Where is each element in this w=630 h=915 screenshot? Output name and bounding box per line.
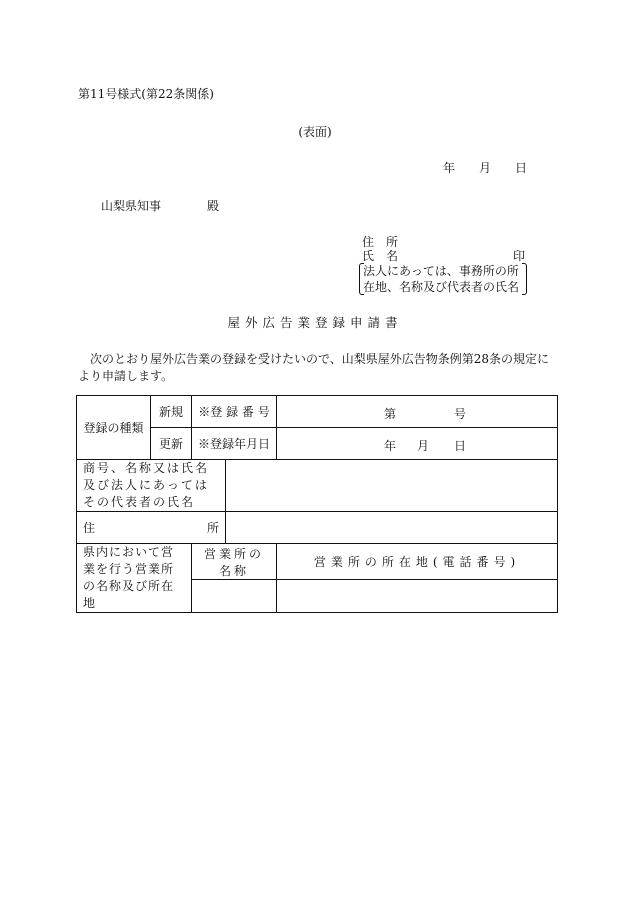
corporate-note-line1: 法人にあっては、事務所の所 [363,264,519,278]
renew-label: 更新 [151,428,192,460]
applicant-name-label: 氏 名 [362,249,399,263]
office-label: 県内において営業を行う営業所の名称及び所在地 [77,544,192,613]
number-go: 号 [454,406,467,421]
application-table [76,395,558,613]
number-dai: 第 [384,406,397,421]
side-label: (表面) [298,125,332,139]
address-label-right: 所 [206,521,219,535]
trade-name-field[interactable] [226,460,558,512]
address-label [77,512,226,544]
registration-date-label: ※登録年月日 [192,428,277,460]
corporate-note-line2: 在地、名称及び代表者の氏名 [363,280,520,294]
addressee-honorific: 殿 [207,199,220,213]
office-name-header: 営業所の名称 [192,544,277,580]
addressee-name: 山梨県知事 [101,199,162,213]
document-title: 屋外広告業登録申請書 [227,315,403,330]
corporate-note [359,263,527,295]
reg-date-month: 月 [417,438,430,453]
office-location-field[interactable] [277,580,558,613]
applicant-address-label: 住 所 [362,235,399,249]
registration-date-field[interactable] [277,428,558,460]
reg-date-year: 年 [384,438,397,453]
office-location-header: 営業所の所在地(電話番号) [277,544,558,580]
registration-number-label: ※登 録 番 号 [192,396,277,428]
address-field[interactable] [226,512,558,544]
new-label: 新規 [151,396,192,428]
form-number: 第11号様式(第22条関係) [78,87,214,101]
date-month-label: 月 [479,161,492,175]
seal-label: 印 [512,249,525,263]
reg-date-day: 日 [454,438,467,453]
date-year-label: 年 [443,161,456,175]
addressee [101,199,220,213]
body-text: 次のとおり屋外広告業の登録を受けたいので、山梨県屋外広告物条例第28条の規定により申請します。 [78,352,550,383]
right-bracket [522,263,527,295]
registration-type-label: 登録の種類 [77,396,151,460]
applicant-block [359,236,527,296]
address-label-left: 住 [83,521,96,535]
date-day-label: 日 [515,161,528,175]
office-name-field[interactable] [192,580,277,613]
trade-name-label: 商号、名称又は氏名及び法人にあってはその代表者の氏名 [77,460,226,512]
registration-number-field[interactable] [277,396,558,428]
